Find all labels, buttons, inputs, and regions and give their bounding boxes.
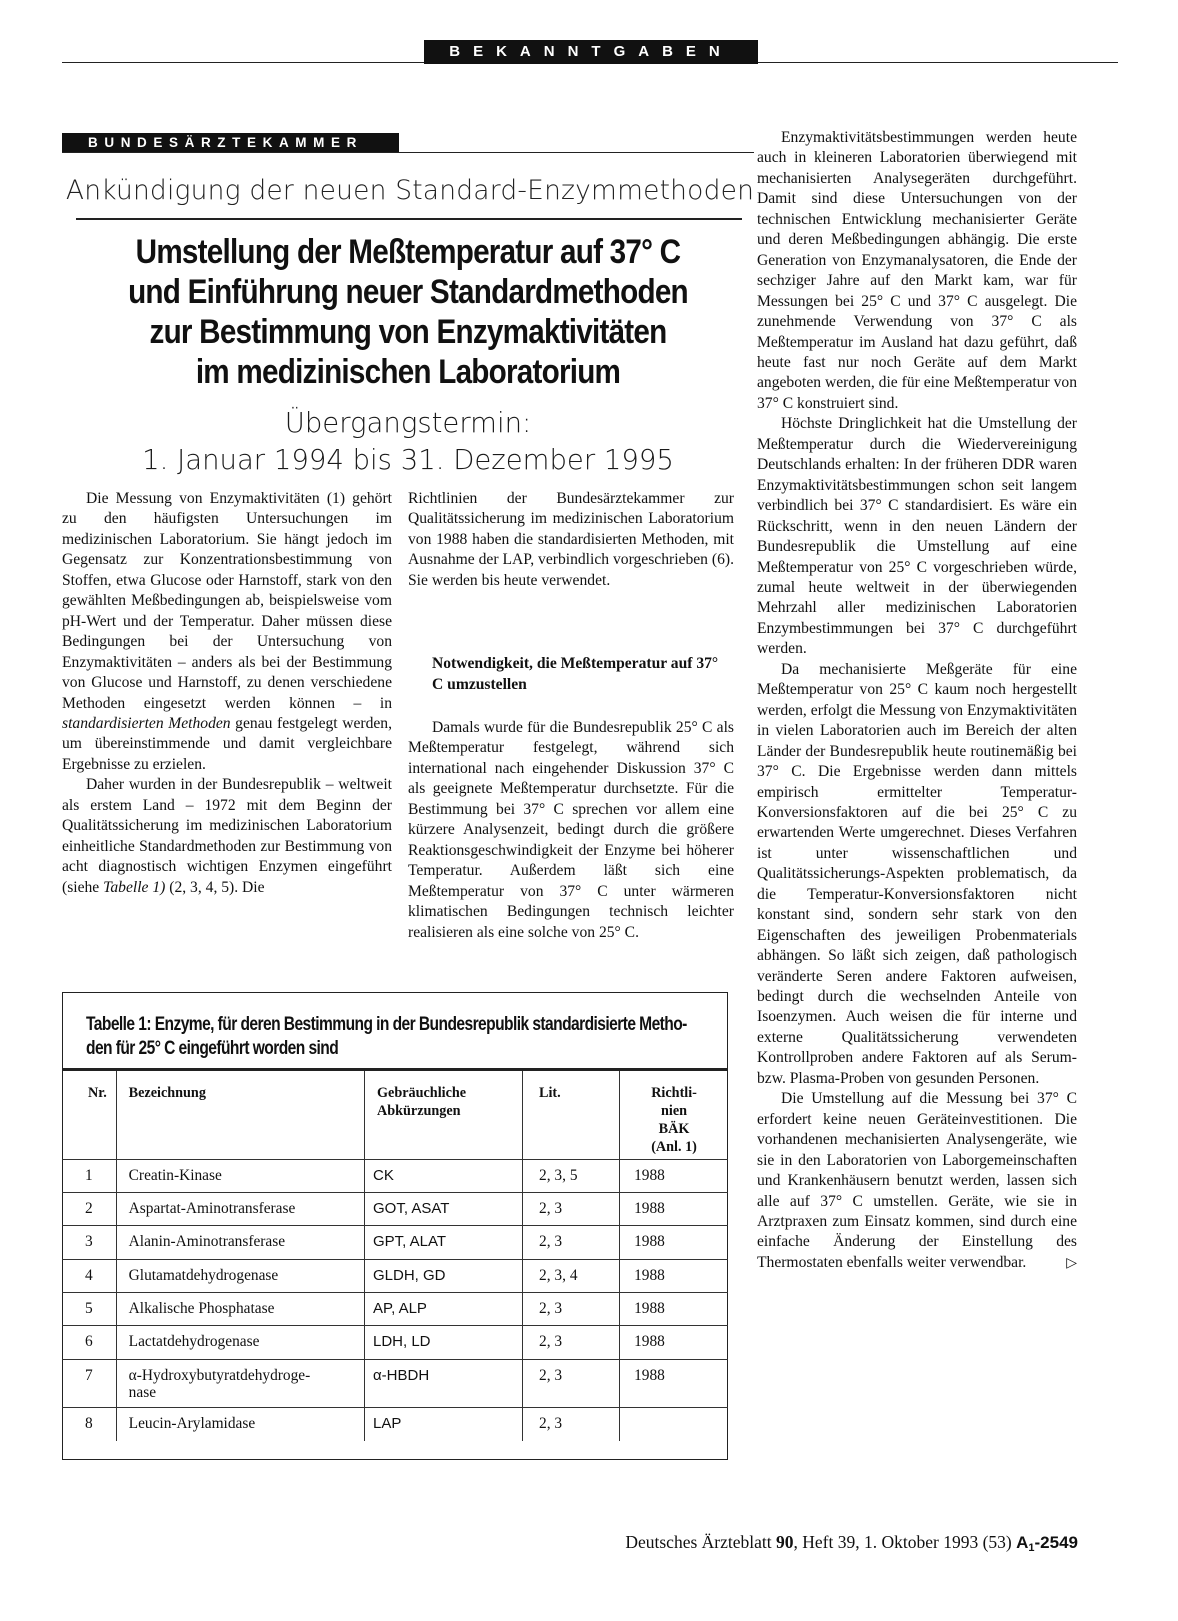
issue-date: , Heft 39, 1. Oktober 1993 (53) (793, 1532, 1012, 1552)
paragraph (757, 1089, 1077, 1273)
header-lit: Lit. (523, 1071, 620, 1159)
text-run: Die Umstellung auf die Messung bei 37° C erfordert keine neuen Geräteinvestitionen. Die vorhandenen mechanisierten Analysengeräte, wie sie in den Laboratorien von Laborgemeinschaften und Krankenhäusern benutzt werden, lassen sich alle auf 37° C umstellen. Geräte, wie sie in Arztpraxen zum Einsatz kommen, sind durch eine einfache Änderung der Einstellung des Thermostaten ebenfalls weiter verwendbar. (757, 1090, 1077, 1271)
publisher-rule (62, 152, 754, 153)
text-run: Daher wurden in der Bundesrepublik – weltweit als erstem Land – 1972 mit dem Beginn der Qualitätssicherung im medizinischen Laboratorium einheitliche Standardmethoden zur Bestimmung von acht diagnostisch wichtigen Enzymen eingeführt (siehe (62, 776, 392, 896)
text-run: Die Messung von Enzymaktivitäten (1) gehört zu den häufigsten Untersuchungen im medizinischen Laboratorium. Sie hängt jedoch im Gegensatz zur Konzentrationsbestimmung von Stoffen, etwa Glucose oder Harnstoff, stark von den gewählten Meßbedingungen ab, beispielsweise vom pH-Wert und der Temperatur. Daher müssen diese Bedingungen bei der Untersuchung von Enzymaktivitäten – anders als bei der Bestimmung von Glucose und Harnstoff, zu denen verschiedene Methoden eingesetzt werden können – in (62, 490, 392, 712)
cell-richtlinien: 1988 (620, 1259, 728, 1292)
table-row (62, 1326, 728, 1359)
cell-bezeichnung: Glutamatdehydrogenase (116, 1259, 364, 1292)
cell-lit: 2, 3 (523, 1326, 620, 1359)
emphasis: Tabelle 1) (103, 878, 166, 896)
journal-name: Deutsches Ärzteblatt (625, 1532, 772, 1552)
subheading: Notwendigkeit, die Meßtemperatur auf 37° C umzustellen (432, 655, 719, 693)
article-headline (110, 232, 705, 392)
header-bezeichnung: Bezeichnung (116, 1071, 364, 1159)
page-footer (500, 1532, 1078, 1554)
continue-arrow-icon: ▷ (1066, 1254, 1077, 1271)
table-row (62, 1259, 728, 1292)
cell-richtlinien: 1988 (620, 1159, 728, 1192)
headline-line: und Einführung neuer Standardmethoden (128, 273, 688, 311)
cell-bezeichnung: Creatin-Kinase (116, 1159, 364, 1192)
cell-abkuerzung: GOT, ASAT (365, 1192, 523, 1225)
header-line: (Anl. 1) (651, 1139, 697, 1155)
cell-line: nase (128, 1383, 157, 1401)
cell-richtlinien: 1988 (620, 1326, 728, 1359)
kicker-underline (76, 218, 742, 220)
header-nr: Nr. (88, 1085, 107, 1101)
page-subscript: 1 (1028, 1542, 1035, 1554)
article-kicker: Ankündigung der neuen Standard-Enzymmethoden (65, 175, 755, 206)
publisher-bar: BUNDESÄRZTEKAMMER (62, 133, 399, 153)
page-digits: -2549 (1034, 1533, 1078, 1552)
cell-abkuerzung: AP, ALP (365, 1293, 523, 1326)
cell-nr: 7 (62, 1359, 116, 1407)
header-line: nien (661, 1103, 688, 1119)
header-line: Gebräuchliche (377, 1085, 467, 1101)
paragraph (62, 489, 392, 775)
cell-lit: 2, 3, 4 (523, 1259, 620, 1292)
cell-lit: 2, 3 (523, 1192, 620, 1225)
cell-nr: 6 (62, 1326, 116, 1359)
cell-nr: 5 (62, 1293, 116, 1326)
table-row (62, 1407, 728, 1440)
cell-abkuerzung: CK (365, 1159, 523, 1192)
headline-line: im medizinischen Laboratorium (195, 353, 621, 391)
section-label: BEKANNTGABEN (424, 40, 758, 64)
header-line: Abkürzungen (377, 1103, 461, 1119)
cell-nr: 8 (62, 1407, 116, 1440)
cell-nr: 1 (62, 1159, 116, 1192)
cell-richtlinien: 1988 (620, 1226, 728, 1259)
table-row (62, 1293, 728, 1326)
cell-bezeichnung: Lactatdehydrogenase (116, 1326, 364, 1359)
cell-line: α-Hydroxybutyratdehydroge- (128, 1366, 311, 1384)
cell-lit: 2, 3 (523, 1293, 620, 1326)
caption-line: Tabelle 1: Enzyme, für deren Bestimmung in der Bundesrepublik standardisierte Metho- (86, 1014, 687, 1035)
body-column-1 (62, 489, 392, 898)
text-run: genau festgelegt werden, um übereinstimmende und damit vergleichbare Ergebnisse zu erzielen. (62, 714, 392, 773)
cell-abkuerzung: α-HBDH (365, 1359, 523, 1407)
cell-lit: 2, 3, 5 (523, 1159, 620, 1192)
table-row (62, 1359, 728, 1407)
table-row (62, 1159, 728, 1192)
table-caption (86, 1013, 717, 1061)
volume-number: 90 (776, 1532, 794, 1552)
page-prefix: A (1016, 1533, 1029, 1552)
cell-abkuerzung: GPT, ALAT (365, 1226, 523, 1259)
page-number (1016, 1533, 1078, 1552)
cell-lit: 2, 3 (523, 1226, 620, 1259)
cell-nr: 4 (62, 1259, 116, 1292)
cell-bezeichnung: Aspartat-Aminotransferase (116, 1192, 364, 1225)
header-abkuerzungen (365, 1071, 523, 1159)
header-line: Richtli- (651, 1085, 697, 1101)
subtitle-line: 1. Januar 1994 bis 31. Dezember 1995 (142, 444, 674, 476)
enzyme-table (62, 1071, 728, 1441)
emphasis: standardisierten Methoden (62, 714, 231, 732)
cell-lit: 2, 3 (523, 1359, 620, 1407)
paragraph: Da mechanisierte Meßgeräte für eine Meßtemperatur von 25° C kaum noch hergestellt werden, erfolgt die Messung von Enzymaktivitäten in vielen Laboratorien auch im Bereich der alten Länder der Bundesrepublik heute routinemäßig bei 37° C. Die Ergebnisse werden dann mittels empirisch ermittelter Temperatur-Konversionsfaktoren auf die bei 25° C zu erwartenden Werte umgerechnet. Dieses Verfahren ist unter wissenschaftlichen und Qualitätssicherungs-Aspekten problematisch, da die Temperatur-Konversionsfaktoren nicht konstant sind, sondern sehr stark von den Eigenschaften des jeweiligen Probenmaterials abhängen. So läßt sich zeigen, daß pathologisch veränderte Seren andere Faktoren aufweisen, bedingt durch die wechselnden Anteile von Isoenzymen. Auch weisen die für interne und externe Qualitätssicherung verwendeten Kontrollproben andere Faktoren auf als Serum- bzw. Plasma-Proben von gesunden Personen. (757, 660, 1077, 1087)
table-header-row (62, 1071, 728, 1159)
cell-nr: 3 (62, 1226, 116, 1259)
body-column-2-continued (408, 718, 734, 943)
subtitle-line: Übergangstermin: (284, 407, 532, 439)
cell-richtlinien: 1988 (620, 1293, 728, 1326)
cell-abkuerzung: GLDH, GD (365, 1259, 523, 1292)
headline-line: zur Bestimmung von Enzymaktivitäten (149, 313, 667, 351)
paragraph (62, 775, 392, 898)
cell-bezeichnung: Leucin-Arylamidase (116, 1407, 364, 1440)
table-row (62, 1192, 728, 1225)
text-run: (2, 3, 4, 5). Die (165, 878, 265, 896)
cell-bezeichnung: Alanin-Aminotransferase (116, 1226, 364, 1259)
cell-abkuerzung: LDH, LD (365, 1326, 523, 1359)
paragraph: Höchste Dringlichkeit hat die Umstellung der Meßtemperatur durch die Wiedervereinigung Deutschlands erhalten: In der früheren DDR waren Enzymaktivitätsbestimmungen schon seit langem verbindlich bei 37° C standardisiert. Es wäre ein Rückschritt, wenn in den neuen Ländern der Bundesrepublik die Umstellung auf eine Meßtemperatur von 25° C vorgeschrieben würde, zumal heute weltweit in der überwiegenden Mehrzahl aller medizinischen Laboratorien Enzymbestimmungen bei 37° C durchgeführt werden. (757, 415, 1077, 658)
cell-bezeichnung: Alkalische Phosphatase (116, 1293, 364, 1326)
cell-richtlinien: 1988 (620, 1192, 728, 1225)
caption-line: den für 25° C eingeführt worden sind (86, 1038, 339, 1059)
paragraph: Enzymaktivitätsbestimmungen werden heute auch in kleineren Laboratorien überwiegend mit mechanisierten Analysegeräten durchgeführt. Damit sind diese Untersuchungen von der technischen Entwicklung mechanisierter Geräte und deren Meßbedingungen abhängig. Die erste Generation von Enzymanalysatoren, die Ende der sechziger Jahre auf den Markt kam, war für Messungen bei 25° C und 37° C ausgelegt. Die zunehmende Verwendung von 37° C als Meßtemperatur im Ausland hat dazu geführt, daß heute fast nur noch Geräte auf dem Markt angeboten werden, die für eine Meßtemperatur von 37° C konstruiert sind. (757, 129, 1077, 412)
header-line: BÄK (658, 1121, 690, 1137)
body-column-3 (757, 128, 1077, 1273)
cell-nr: 2 (62, 1192, 116, 1225)
cell-abkuerzung: LAP (365, 1407, 523, 1440)
headline-line: Umstellung der Meßtemperatur auf 37° C (135, 233, 681, 271)
table-row (62, 1226, 728, 1259)
article-subtitle (62, 405, 754, 479)
cell-bezeichnung (116, 1359, 364, 1407)
cell-lit: 2, 3 (523, 1407, 620, 1440)
paragraph: Damals wurde für die Bundesrepublik 25° C als Meßtemperatur festgelegt, während sich international nach eingehender Diskussion 37° C als geeignete Meßtemperatur durchsetzte. Für die Bestimmung bei 37° C sprechen vor allem eine kürzere Analysenzeit, bedingt durch die größere Reaktionsgeschwindigkeit der Enzyme bei höherer Temperatur. Außerdem läßt sich eine Meßtemperatur von 37° C unter wärmeren klimatischen Bedingungen technisch leichter realisieren als eine solche von 25° C. (408, 719, 734, 941)
header-richtlinien (620, 1071, 728, 1159)
cell-richtlinien: 1988 (620, 1359, 728, 1407)
paragraph: Richtlinien der Bundesärztekammer zur Qualitätssicherung im medizinischen Laboratorium von 1988 haben die standardisierten Methoden, mit Ausnahme der LAP, verbindlich vorgeschrieben (6). Sie werden bis heute verwendet. (408, 490, 734, 589)
body-column-2 (408, 489, 734, 591)
cell-richtlinien (620, 1407, 728, 1440)
